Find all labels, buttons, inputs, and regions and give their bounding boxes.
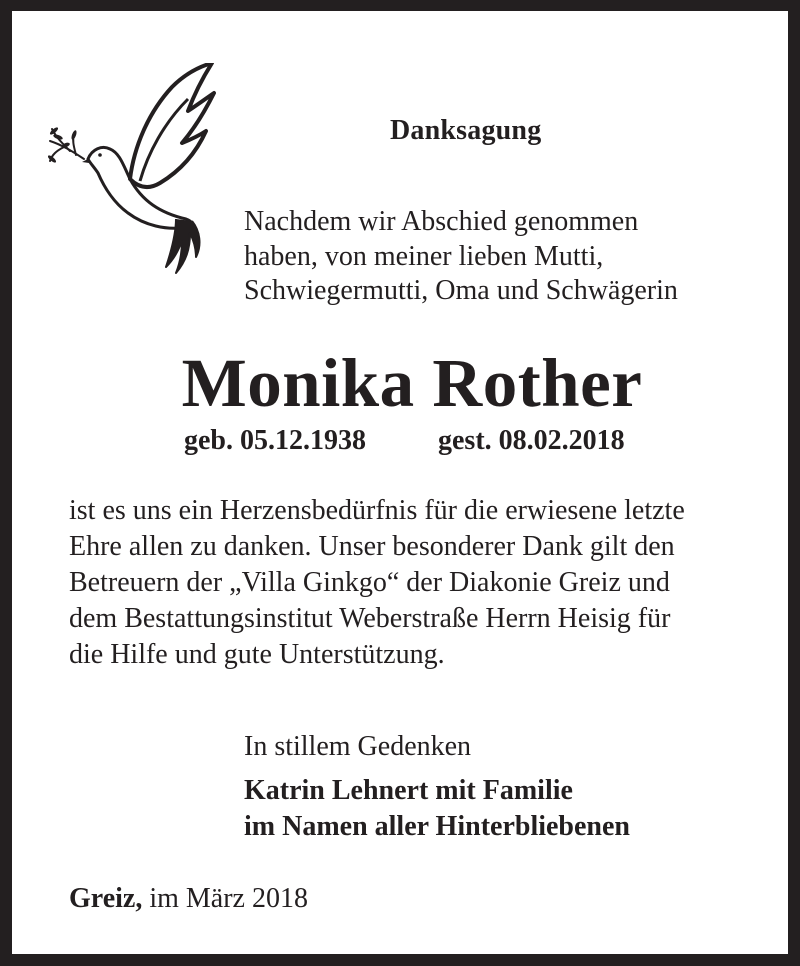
place-name: Greiz, — [69, 883, 143, 914]
thanks-line: dem Bestattungsinstitut Weberstraße Herrn Heisig für — [69, 603, 671, 634]
intro-line: Schwiegermutti, Oma und Schwägerin — [244, 275, 678, 306]
dove-icon — [48, 63, 218, 275]
memory-phrase: In stillem Gedenken — [244, 731, 472, 762]
thanks-text — [69, 493, 685, 673]
intro-text — [244, 205, 678, 309]
intro-line: Nachdem wir Abschied genommen — [244, 206, 639, 237]
death-date: gest. 08.02.2018 — [438, 425, 625, 456]
place-date — [69, 883, 308, 915]
signer-line: im Namen aller Hinterbliebenen — [244, 811, 630, 842]
thanks-line: Ehre allen zu danken. Unser besonderer Dank gilt den — [69, 531, 675, 562]
notice-title: Danksagung — [390, 115, 542, 146]
thanks-line: ist es uns ein Herzensbedürfnis für die erwiesene letzte — [69, 495, 685, 526]
intro-line: haben, von meiner lieben Mutti, — [244, 240, 604, 272]
signer-line: Katrin Lehnert mit Familie — [244, 775, 573, 806]
birth-date: geb. 05.12.1938 — [184, 425, 366, 456]
thanks-line: die Hilfe und gute Unterstützung. — [69, 639, 445, 670]
signers — [244, 773, 630, 845]
deceased-name: Monika Rother — [181, 345, 643, 421]
thanks-line: Betreuern der „Villa Ginkgo“ der Diakonie Greiz und — [69, 567, 670, 598]
notice-date: im März 2018 — [149, 883, 308, 914]
